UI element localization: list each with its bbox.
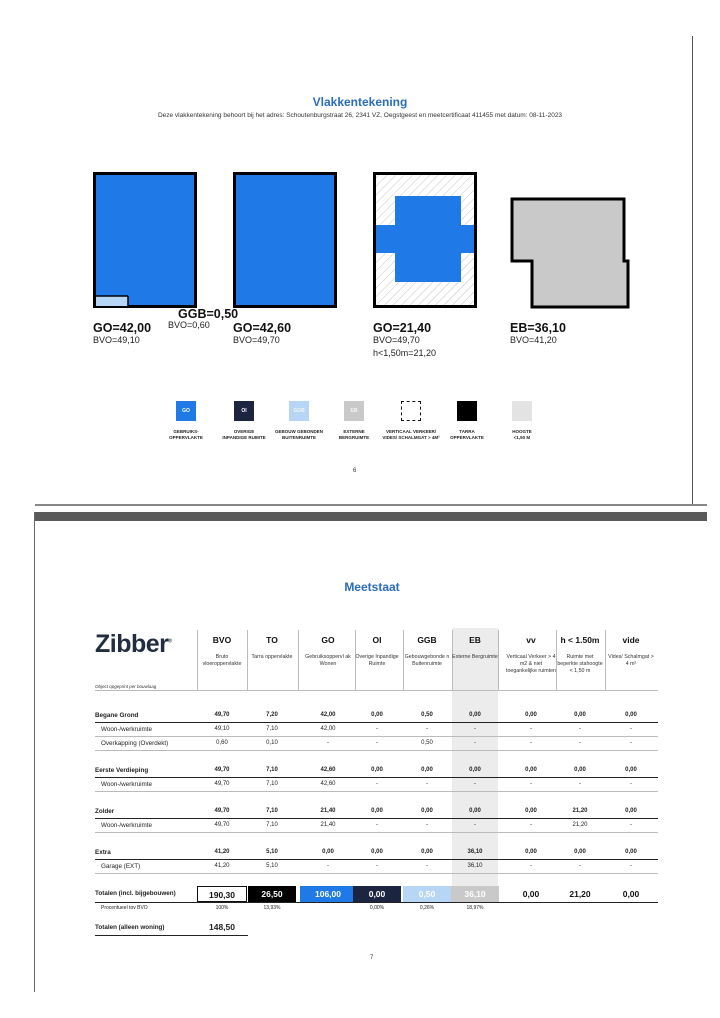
row-cell: 7,10: [266, 767, 278, 773]
legend-swatch: [401, 401, 421, 421]
percent-cell: 100%: [215, 905, 229, 911]
row-cell: 7,10: [266, 808, 278, 814]
row-cell: 49,10: [214, 726, 230, 732]
row-cell: -: [630, 726, 632, 732]
row-label: Begane Grond: [95, 712, 139, 719]
row-cell: -: [630, 863, 632, 869]
column-separator: [298, 630, 299, 690]
row-cell: 0,00: [625, 849, 637, 855]
row-cell: -: [630, 822, 632, 828]
meetstaat-title: Meetstaat: [344, 580, 400, 594]
row-cell: -: [474, 781, 476, 787]
row-label: Woon-/werkruimte: [101, 822, 152, 829]
totals-cell: 21,20: [556, 886, 604, 902]
plan-sublabel: BVO=49,70: [233, 335, 280, 345]
row-cell: 42,60: [320, 767, 336, 773]
row-cell: -: [426, 726, 428, 732]
row-rule: [95, 832, 658, 833]
column-description: Gebruiksoppervl ak Wonen: [305, 654, 351, 667]
column-abbr: vv: [526, 635, 536, 645]
plan-sublabel: BVO=49,70: [373, 335, 420, 345]
row-cell: 0,00: [574, 712, 586, 718]
woning-totals-label: Totalen (alleen woning): [95, 924, 165, 931]
row-cell: 0,00: [525, 712, 537, 718]
row-cell: 0,00: [421, 767, 433, 773]
legend-label: EXTERNE BERGRUIMTE: [338, 429, 370, 440]
woning-totals-value: 148,50: [209, 922, 235, 932]
row-cell: 0,00: [525, 849, 537, 855]
column-abbr: OI: [372, 635, 382, 645]
column-header: [248, 630, 296, 661]
section-rule: [95, 859, 658, 860]
row-cell: 0,00: [625, 808, 637, 814]
row-label: Woon-/werkruimte: [101, 726, 152, 733]
row-cell: -: [327, 740, 329, 746]
row-label: Extra: [95, 849, 111, 856]
row-cell: -: [579, 740, 581, 746]
row-cell: -: [327, 863, 329, 869]
plan-label: GO=21,40: [373, 321, 432, 335]
row-cell: -: [474, 740, 476, 746]
column-description: Gebouwgebonde n Buitenruimte: [404, 654, 450, 667]
table-row: [95, 779, 658, 791]
row-cell: -: [579, 781, 581, 787]
totals-cell: 0,00: [505, 886, 557, 902]
logo-subtitle: Object opgeprint per bouwlaag: [95, 684, 157, 689]
legend-label: TARRA OPPERVLAKTE: [450, 429, 484, 440]
row-cell: 36,10: [467, 863, 483, 869]
floorplan-eerste-verdieping: [233, 172, 337, 308]
row-cell: 21,20: [572, 808, 588, 814]
row-cell: 5,10: [266, 863, 278, 869]
legend-label: GEBOUW GEBONDEN BUITENRUIMTE: [274, 429, 323, 440]
row-cell: 49,70: [214, 767, 230, 773]
plan-sublabel: h<1,50m=21,20: [373, 348, 437, 358]
legend-label: VERTICAAL VERKEER/ VIDES/ SCHALMGAT > 4M²: [382, 429, 440, 440]
percent-cell: 13,93%: [263, 905, 281, 911]
row-cell: 49,70: [214, 712, 230, 718]
column-description: Overige Inpandige Ruimte: [355, 654, 399, 667]
row-rule: [95, 791, 658, 792]
totals-cell: 36,10: [451, 886, 499, 902]
row-cell: -: [474, 822, 476, 828]
row-rule: [95, 750, 658, 751]
row-cell: 0,00: [322, 849, 334, 855]
row-cell: 0,00: [371, 767, 383, 773]
page-header-band: [35, 512, 707, 521]
row-cell: -: [376, 822, 378, 828]
row-cell: 21,40: [320, 808, 336, 814]
row-cell: 0,50: [421, 740, 433, 746]
column-header: [403, 630, 451, 668]
row-cell: 5,10: [266, 849, 278, 855]
row-cell: 42,00: [320, 726, 336, 732]
column-header: [300, 630, 356, 668]
column-description: Ruimte met beperkte stahoogte < 1,50 m: [557, 654, 603, 674]
row-cell: -: [530, 726, 532, 732]
plan-label: GGB=0,50: [178, 307, 239, 321]
row-rule: [95, 873, 658, 874]
row-cell: 0,00: [625, 767, 637, 773]
table-row: [95, 861, 658, 873]
drawing-subtitle: Deze vlakkentekening behoort bij het adres: Schoutenburgstraat 26, 2341 VZ, Oegstgeest en meetcertificaat 411455 met datum: 08-11-2023: [157, 112, 563, 119]
row-cell: 7,10: [266, 822, 278, 828]
plan-label: GO=42,60: [233, 321, 292, 335]
row-cell: 21,20: [572, 822, 588, 828]
header-rule: [95, 690, 658, 691]
totals-cell: 0,50: [403, 886, 451, 902]
row-cell: -: [530, 863, 532, 869]
floorplan-begane-grond: [93, 172, 197, 308]
row-cell: 0,00: [469, 767, 481, 773]
row-cell: 0,50: [421, 712, 433, 718]
row-cell: 7,20: [266, 712, 278, 718]
column-description: Tarra oppervlakte: [251, 654, 293, 660]
legend-swatch: [457, 401, 477, 421]
row-cell: -: [579, 726, 581, 732]
row-cell: -: [530, 740, 532, 746]
totals-cell: 190,30: [197, 886, 247, 902]
row-cell: 41,20: [214, 849, 230, 855]
totals-cell: 0,00: [353, 886, 401, 902]
floorplan-zolder: [373, 172, 477, 308]
plan-label: EB=36,10: [510, 321, 566, 335]
row-cell: 0,00: [371, 712, 383, 718]
table-section-row: [95, 710, 658, 722]
column-abbr: BVO: [212, 635, 232, 645]
row-cell: 0,00: [625, 712, 637, 718]
row-cell: 7,10: [266, 781, 278, 787]
row-cell: 0,00: [525, 808, 537, 814]
row-cell: 0,00: [421, 849, 433, 855]
section-rule: [95, 722, 658, 723]
table-row: [95, 724, 658, 736]
percent-row: [95, 903, 658, 915]
row-cell: 0,10: [266, 740, 278, 746]
row-cell: 0,00: [371, 849, 383, 855]
column-header: [606, 630, 656, 668]
column-description: Bruto vloeroppervlakte: [202, 654, 242, 667]
row-cell: 0,00: [469, 712, 481, 718]
page-number: 7: [370, 955, 374, 961]
row-cell: 0,00: [421, 808, 433, 814]
row-cell: -: [426, 863, 428, 869]
row-rule: [95, 736, 658, 737]
table-section-row: [95, 847, 658, 859]
legend-swatch: GGB: [289, 401, 309, 421]
column-header: [353, 630, 401, 668]
percent-cell: 0,00%: [369, 905, 385, 911]
table-section-row: [95, 765, 658, 777]
woning-rule: [95, 935, 248, 936]
row-cell: 42,00: [320, 712, 336, 718]
legend-label: GEBRUIKS- OPPERVLAKTE: [169, 429, 203, 440]
column-abbr: GO: [321, 635, 335, 645]
woning-totals-row: [95, 922, 658, 936]
plan-sublabel: BVO=41,20: [510, 335, 557, 345]
row-cell: 49,70: [214, 822, 230, 828]
drawing-title: Vlakkentekening: [312, 95, 408, 109]
totals-cell: 0,00: [606, 886, 656, 902]
table-section-row: [95, 806, 658, 818]
totals-cell: 106,00: [300, 886, 356, 902]
row-label: Eerste Verdieping: [95, 767, 149, 774]
row-cell: 42,60: [320, 781, 336, 787]
column-description: Vides/ Schalmgat > 4 m²: [608, 654, 654, 667]
column-header: [197, 630, 247, 668]
column-header: [505, 630, 557, 675]
zibber-logo: Zibber®: [95, 630, 172, 658]
column-description: Externe Bergruimte: [452, 654, 498, 660]
percent-cell: 0,26%: [419, 905, 435, 911]
row-cell: 0,00: [371, 808, 383, 814]
page-number: 6: [353, 468, 357, 474]
table-row: [95, 820, 658, 832]
row-cell: 21,40: [320, 822, 336, 828]
totals-label: Totalen (incl. bijgebouwen): [95, 890, 176, 897]
column-header: [556, 630, 604, 675]
row-cell: -: [630, 740, 632, 746]
section-rule: [95, 777, 658, 778]
plan-sublabel: BVO=49,10: [93, 335, 140, 345]
row-cell: -: [376, 726, 378, 732]
row-cell: 49,70: [214, 808, 230, 814]
row-cell: 0,00: [525, 767, 537, 773]
row-label: Zolder: [95, 808, 115, 815]
legend-swatch: GO: [176, 401, 196, 421]
column-header: [451, 630, 499, 661]
row-cell: 0,00: [574, 849, 586, 855]
row-cell: -: [630, 781, 632, 787]
totals-row: [95, 886, 658, 902]
row-cell: -: [376, 863, 378, 869]
row-cell: -: [530, 781, 532, 787]
column-abbr: h < 1.50m: [560, 635, 600, 645]
row-cell: 41,20: [214, 863, 230, 869]
plan-label: GO=42,00: [93, 321, 152, 335]
row-label: Garage (EXT): [101, 863, 141, 870]
row-cell: 0,00: [574, 767, 586, 773]
column-abbr: TO: [266, 635, 278, 645]
row-cell: -: [530, 822, 532, 828]
legend-swatch: [512, 401, 532, 421]
row-cell: -: [426, 781, 428, 787]
row-cell: 36,10: [467, 849, 483, 855]
percent-label: Procentueel tov BVO: [101, 905, 148, 911]
legend-swatch: EB: [344, 401, 364, 421]
column-abbr: EB: [469, 635, 481, 645]
percent-cell: 18,97%: [466, 905, 484, 911]
row-label: Woon-/werkruimte: [101, 781, 152, 788]
row-cell: -: [376, 781, 378, 787]
row-cell: 0,00: [469, 808, 481, 814]
row-cell: 7,10: [266, 726, 278, 732]
row-cell: -: [579, 863, 581, 869]
row-cell: -: [376, 740, 378, 746]
legend-label: OVERIGE INPANDIGE RUIMTE: [222, 429, 266, 440]
totals-cell: 26,50: [248, 886, 296, 902]
section-rule: [95, 818, 658, 819]
row-cell: -: [426, 822, 428, 828]
table-row: [95, 738, 658, 750]
plan-sublabel: BVO=0,60: [168, 320, 210, 330]
column-abbr: GGB: [417, 635, 437, 645]
column-abbr: vide: [622, 635, 640, 645]
row-cell: 0,60: [216, 740, 228, 746]
row-cell: 49,70: [214, 781, 230, 787]
legend-swatch: OI: [234, 401, 254, 421]
row-cell: -: [474, 726, 476, 732]
legend-label: HOOGTE <1,50 M: [512, 429, 532, 440]
column-description: Verticaal Verkeer > 4 m2 & niet toegankelijke ruimten: [505, 654, 557, 674]
floorplan-extra-garage: [510, 197, 630, 309]
row-label: Overkapping (Overdekt): [101, 740, 169, 747]
page-edge: [35, 504, 707, 506]
